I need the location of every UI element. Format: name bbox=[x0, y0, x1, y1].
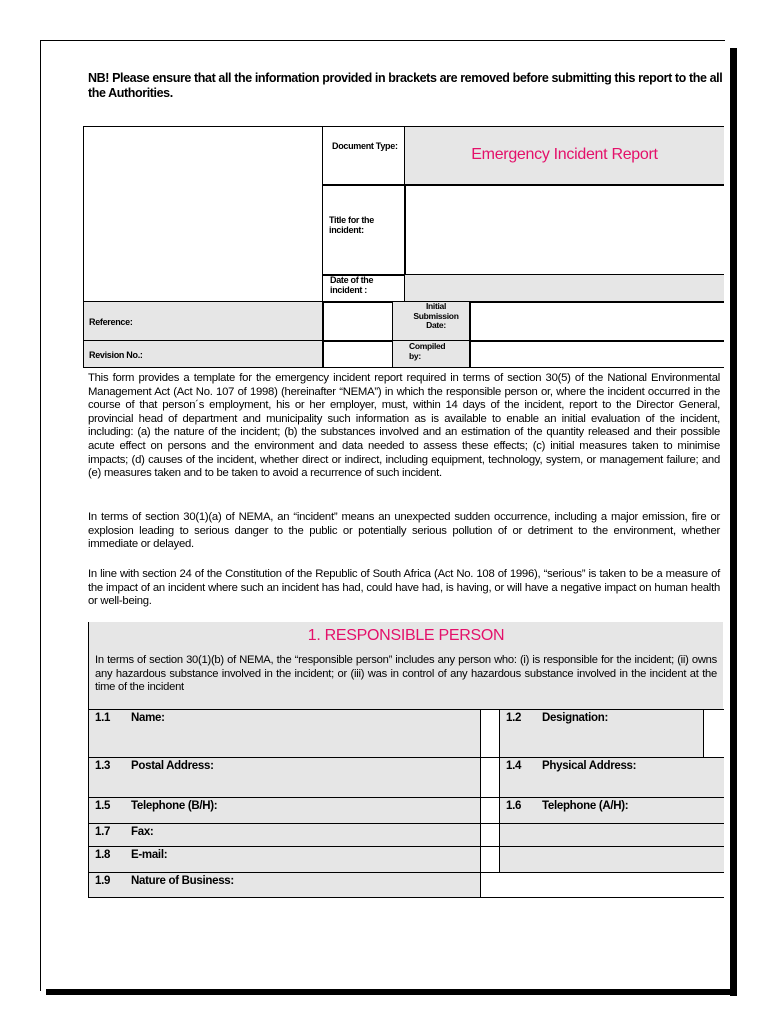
revision-label-cell bbox=[83, 340, 324, 368]
field-num: 1.7 bbox=[95, 826, 111, 838]
spacer-cell bbox=[703, 709, 724, 758]
incident-title-field[interactable] bbox=[404, 184, 724, 276]
field-label: Physical Address: bbox=[542, 760, 637, 772]
intro-paragraph-1: This form provides a template for the emergency incident report required in terms of section 30(5) of the National Environmental Management Act (Act No. 107 of 1998) (hereinafter “NEMA”) in which the responsible person or, where the incident occurred in the course of that person´s employment, his or her employer, must, within 14 days of the incident, report to the Director General, provincial head of department and municipality such information as is available to enable an initial evaluation of the incident, including: (a) the nature of the incident; (b) the substances involved and an estimation of the quantity released and their possible acute effect on persons and the environment and data needed to assess these effects; (c) initial measures taken to minimise impacts; (d) causes of the incident, whether direct or indirect, including equipment, technology, system, or management failure; and (e) measures taken and to be taken to avoid a recurrence of such incident. bbox=[88, 372, 720, 480]
doc-type-value-cell bbox=[404, 126, 724, 186]
incident-date-field[interactable] bbox=[404, 274, 724, 303]
field-label: Fax: bbox=[131, 826, 154, 838]
compiled-by-label-cell bbox=[392, 340, 471, 368]
logo-cell bbox=[83, 126, 324, 303]
field-num: 1.9 bbox=[95, 875, 111, 887]
revision-field[interactable] bbox=[322, 340, 394, 368]
section-1-header bbox=[88, 622, 723, 709]
field-label: Nature of Business: bbox=[131, 875, 234, 887]
field-name[interactable] bbox=[88, 709, 481, 758]
page-shadow-bottom bbox=[46, 989, 736, 995]
field-physical-address[interactable] bbox=[499, 757, 724, 798]
section-1-description: In terms of section 30(1)(b) of NEMA, the “responsible person” includes any person who: (i) is responsible for the incident; (ii) owns any hazardous substance involved in the incident; or (iii) was in control of any hazardous substance involved in the incident at the time of the incident bbox=[95, 654, 717, 694]
field-num: 1.3 bbox=[95, 760, 111, 772]
field-label: Telephone (B/H): bbox=[131, 800, 218, 812]
revision-label: Revision No.: bbox=[89, 350, 143, 360]
field-telephone-ah[interactable] bbox=[499, 797, 724, 824]
spacer-cell bbox=[480, 797, 500, 824]
field-email[interactable] bbox=[88, 846, 481, 873]
field-num: 1.4 bbox=[506, 760, 522, 772]
reference-field[interactable] bbox=[322, 301, 394, 342]
spacer-cell bbox=[480, 823, 500, 847]
section-1-title: 1. RESPONSIBLE PERSON bbox=[307, 627, 505, 644]
doc-type-label: Document Type: bbox=[332, 141, 398, 151]
field-num: 1.2 bbox=[506, 712, 522, 724]
field-telephone-bh[interactable] bbox=[88, 797, 481, 824]
intro-paragraph-2: In terms of section 30(1)(a) of NEMA, an “incident” means an unexpected sudden occurrence, including a major emission, fire or explosion leading to serious danger to the public or potentially serious pollution of or detriment to the environment, whether immediate or delayed. bbox=[88, 511, 720, 551]
incident-date-label-cell bbox=[322, 274, 406, 303]
initial-submission-label-cell bbox=[392, 301, 471, 342]
reference-label: Reference: bbox=[89, 317, 133, 327]
blank-cell bbox=[499, 846, 724, 873]
compiled-by-field[interactable] bbox=[469, 340, 724, 368]
field-label: E-mail: bbox=[131, 849, 168, 861]
field-num: 1.6 bbox=[506, 800, 522, 812]
spacer-cell bbox=[480, 846, 500, 873]
blank-cell bbox=[499, 823, 724, 847]
field-num: 1.5 bbox=[95, 800, 111, 812]
doc-type-value: Emergency Incident Report bbox=[471, 146, 658, 163]
field-label: Name: bbox=[131, 712, 165, 724]
notice-text: NB! Please ensure that all the information provided in brackets are removed before submitting this report to the all the Authorities. bbox=[88, 71, 723, 100]
field-nature-of-business[interactable] bbox=[88, 872, 481, 898]
reference-label-cell bbox=[83, 301, 324, 342]
field-label: Designation: bbox=[542, 712, 609, 724]
field-designation[interactable] bbox=[499, 709, 704, 758]
compiled-by-label: Compiled by: bbox=[409, 341, 446, 361]
spacer-cell bbox=[480, 709, 500, 758]
field-num: 1.8 bbox=[95, 849, 111, 861]
field-num: 1.1 bbox=[95, 712, 111, 724]
incident-date-label: Date of the incident : bbox=[330, 275, 374, 295]
doc-type-label-cell bbox=[322, 126, 406, 186]
blank-cell bbox=[480, 872, 724, 898]
incident-title-label-cell bbox=[322, 184, 406, 276]
spacer-cell bbox=[480, 757, 500, 798]
initial-submission-field[interactable] bbox=[469, 301, 724, 342]
field-label: Telephone (A/H): bbox=[542, 800, 629, 812]
page-shadow-right bbox=[730, 48, 737, 996]
field-postal-address[interactable] bbox=[88, 757, 481, 798]
field-label: Postal Address: bbox=[131, 760, 214, 772]
field-fax[interactable] bbox=[88, 823, 481, 847]
incident-title-label: Title for the incident: bbox=[329, 215, 374, 235]
intro-paragraph-3: In line with section 24 of the Constitution of the Republic of South Africa (Act No. 108 of 1996), “serious” is taken to be a measure of the impact of an incident where such an incident has had, could have had, is having, or will have a negative impact on human health or well-being. bbox=[88, 568, 720, 608]
initial-submission-label: Initial Submission Date: bbox=[413, 301, 459, 330]
